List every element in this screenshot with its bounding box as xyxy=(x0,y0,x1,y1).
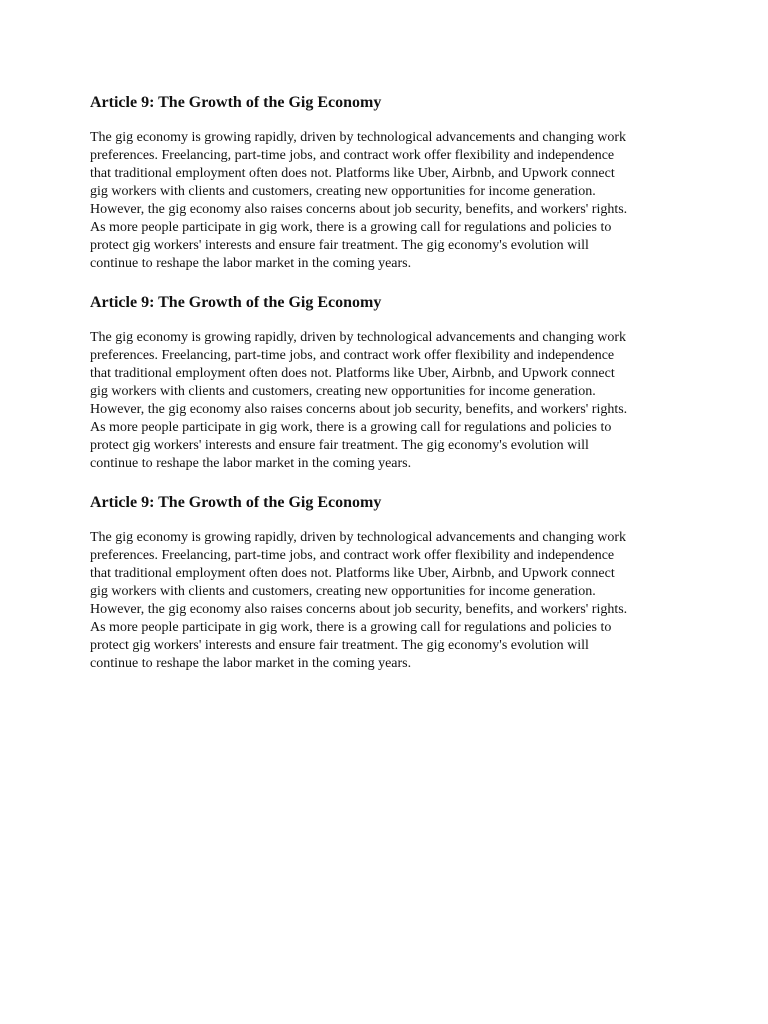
article-section-1 xyxy=(90,93,678,273)
article-title: Article 9: The Growth of the Gig Economy xyxy=(90,294,382,311)
article-body: The gig economy is growing rapidly, driven by technological advancements and changing work preferences. Freelancing, part-time jobs, and contract work offer flexibility and independence that traditional employment often does not. Platforms like Uber, Airbnb, and Upwork connect gig workers with clients and customers, creating new opportunities for income generation. However, the gig economy also raises concerns about job security, benefits, and workers' rights. As more people participate in gig work, there is a growing call for regulations and policies to protect gig workers' interests and ensure fair treatment. The gig economy's evolution will continue to reshape the labor market in the coming years. xyxy=(90,530,628,671)
article-section-3 xyxy=(90,493,678,673)
article-body: The gig economy is growing rapidly, driven by technological advancements and changing work preferences. Freelancing, part-time jobs, and contract work offer flexibility and independence that traditional employment often does not. Platforms like Uber, Airbnb, and Upwork connect gig workers with clients and customers, creating new opportunities for income generation. However, the gig economy also raises concerns about job security, benefits, and workers' rights. As more people participate in gig work, there is a growing call for regulations and policies to protect gig workers' interests and ensure fair treatment. The gig economy's evolution will continue to reshape the labor market in the coming years. xyxy=(90,130,628,271)
article-body: The gig economy is growing rapidly, driven by technological advancements and changing work preferences. Freelancing, part-time jobs, and contract work offer flexibility and independence that traditional employment often does not. Platforms like Uber, Airbnb, and Upwork connect gig workers with clients and customers, creating new opportunities for income generation. However, the gig economy also raises concerns about job security, benefits, and workers' rights. As more people participate in gig work, there is a growing call for regulations and policies to protect gig workers' interests and ensure fair treatment. The gig economy's evolution will continue to reshape the labor market in the coming years. xyxy=(90,330,628,471)
article-title: Article 9: The Growth of the Gig Economy xyxy=(90,94,382,111)
article-section-2 xyxy=(90,293,678,473)
article-title: Article 9: The Growth of the Gig Economy xyxy=(90,494,382,511)
